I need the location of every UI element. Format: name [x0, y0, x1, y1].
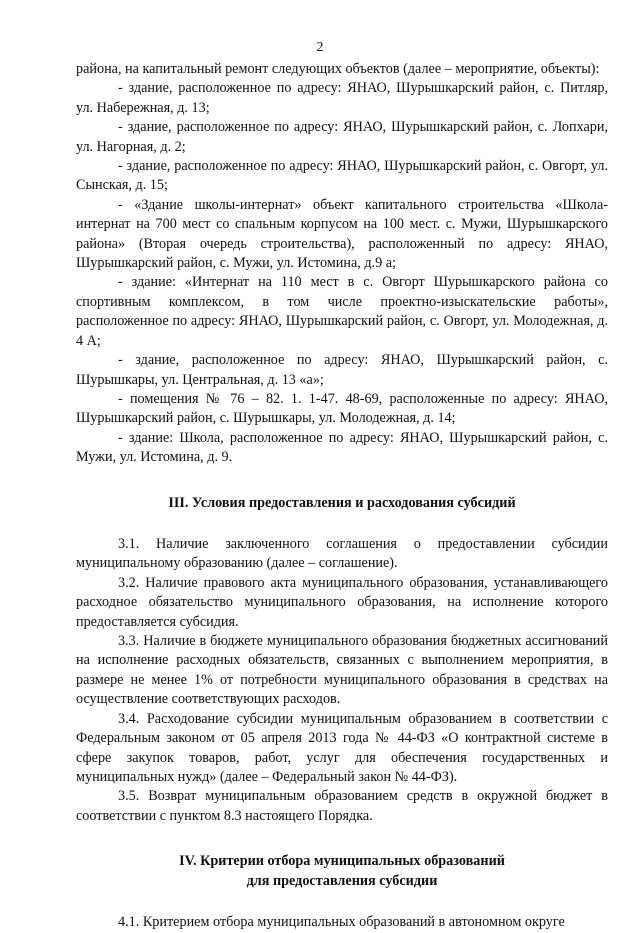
- list-item: - здание: «Интернат на 110 мест в с. Овгорт Шурышкарского района со спортивным комплексом, в том числе проектно-изыскательские работы», расположенное по адресу: ЯНАО, Шурышкарский район, с. Овгорт, ул. Молодежная, д. 4 А;: [76, 274, 608, 349]
- section-4-heading-line1: IV. Критерии отбора муниципальных образований: [179, 853, 505, 870]
- list-intro: района, на капитальный ремонт следующих объектов (далее – мероприятие, объекты):: [76, 61, 600, 77]
- clause-3-2: 3.2. Наличие правового акта муниципального образования, устанавливающего расходное обязательство муниципального образования, на исполнение которого предоставляется субсидия.: [76, 574, 608, 630]
- clause-3-1: 3.1. Наличие заключенного соглашения о предоставлении субсидии муниципальному образованию (далее – соглашение).: [76, 536, 608, 572]
- list-item: - здание, расположенное по адресу: ЯНАО, Шурышкарский район, с. Овгорт, ул. Сынская, д. 15;: [76, 158, 608, 194]
- list-item: - здание, расположенное по адресу: ЯНАО, Шурышкарский район, с. Шурышкары, ул. Центральная, д. 13 «а»;: [76, 352, 608, 388]
- page-number: 2: [316, 40, 324, 55]
- clause-3-5: 3.5. Возврат муниципальным образованием средств в окружной бюджет в соответствии с пунктом 8.3 настоящего Порядка.: [76, 788, 608, 824]
- list-item: - здание: Школа, расположенное по адресу: ЯНАО, Шурышкарский район, с. Мужи, ул. Истомина, д. 9.: [76, 429, 608, 466]
- list-item: - «Здание школы-интернат» объект капитального строительства «Школа-интернат на 700 мест со спальным корпусом на 100 мест. с. Мужи, Шурышкарского района» (Вторая очередь строительства), расположенный по адресу: ЯНАО, Шурышкарский район, с. Мужи, ул. Истомина, д.9 а;: [76, 196, 608, 272]
- clause-4-1: 4.1. Критерием отбора муниципальных образований в автономном округе: [118, 914, 565, 931]
- list-item: - помещения № 76 – 82. 1. 1-47. 48-69, расположенные по адресу: ЯНАО, Шурышкарский район, с. Шурышкары, ул. Молодежная, д. 14;: [76, 390, 608, 427]
- document-body: [76, 60, 608, 933]
- list-item: - здание, расположенное по адресу: ЯНАО, Шурышкарский район, с. Питляр, ул. Набережная, д. 13;: [76, 80, 608, 116]
- section-4-heading-line2: для предоставления субсидии: [246, 872, 438, 889]
- clause-3-4: 3.4. Расходование субсидии муниципальным образованием в соответствии с Федеральным законом от 05 апреля 2013 года № 44-ФЗ «О контрактной системе в сфере закупок товаров, работ, услуг для обеспечения государственных и муниципальных нужд» (далее – Федеральный закон № 44-ФЗ).: [76, 710, 608, 785]
- section-3-heading: III. Условия предоставления и расходования субсидий: [168, 494, 516, 511]
- list-item: - здание, расположенное по адресу: ЯНАО, Шурышкарский район, с. Лопхари, ул. Нагорная, д. 2;: [76, 119, 608, 155]
- clause-3-3: 3.3. Наличие в бюджете муниципального образования бюджетных ассигнований на исполнение расходных обязательств, связанных с выполнением мероприятия, в размере не менее 1% от потребности муниципального образования в средствах на осуществление соответствующих расходов.: [76, 633, 608, 708]
